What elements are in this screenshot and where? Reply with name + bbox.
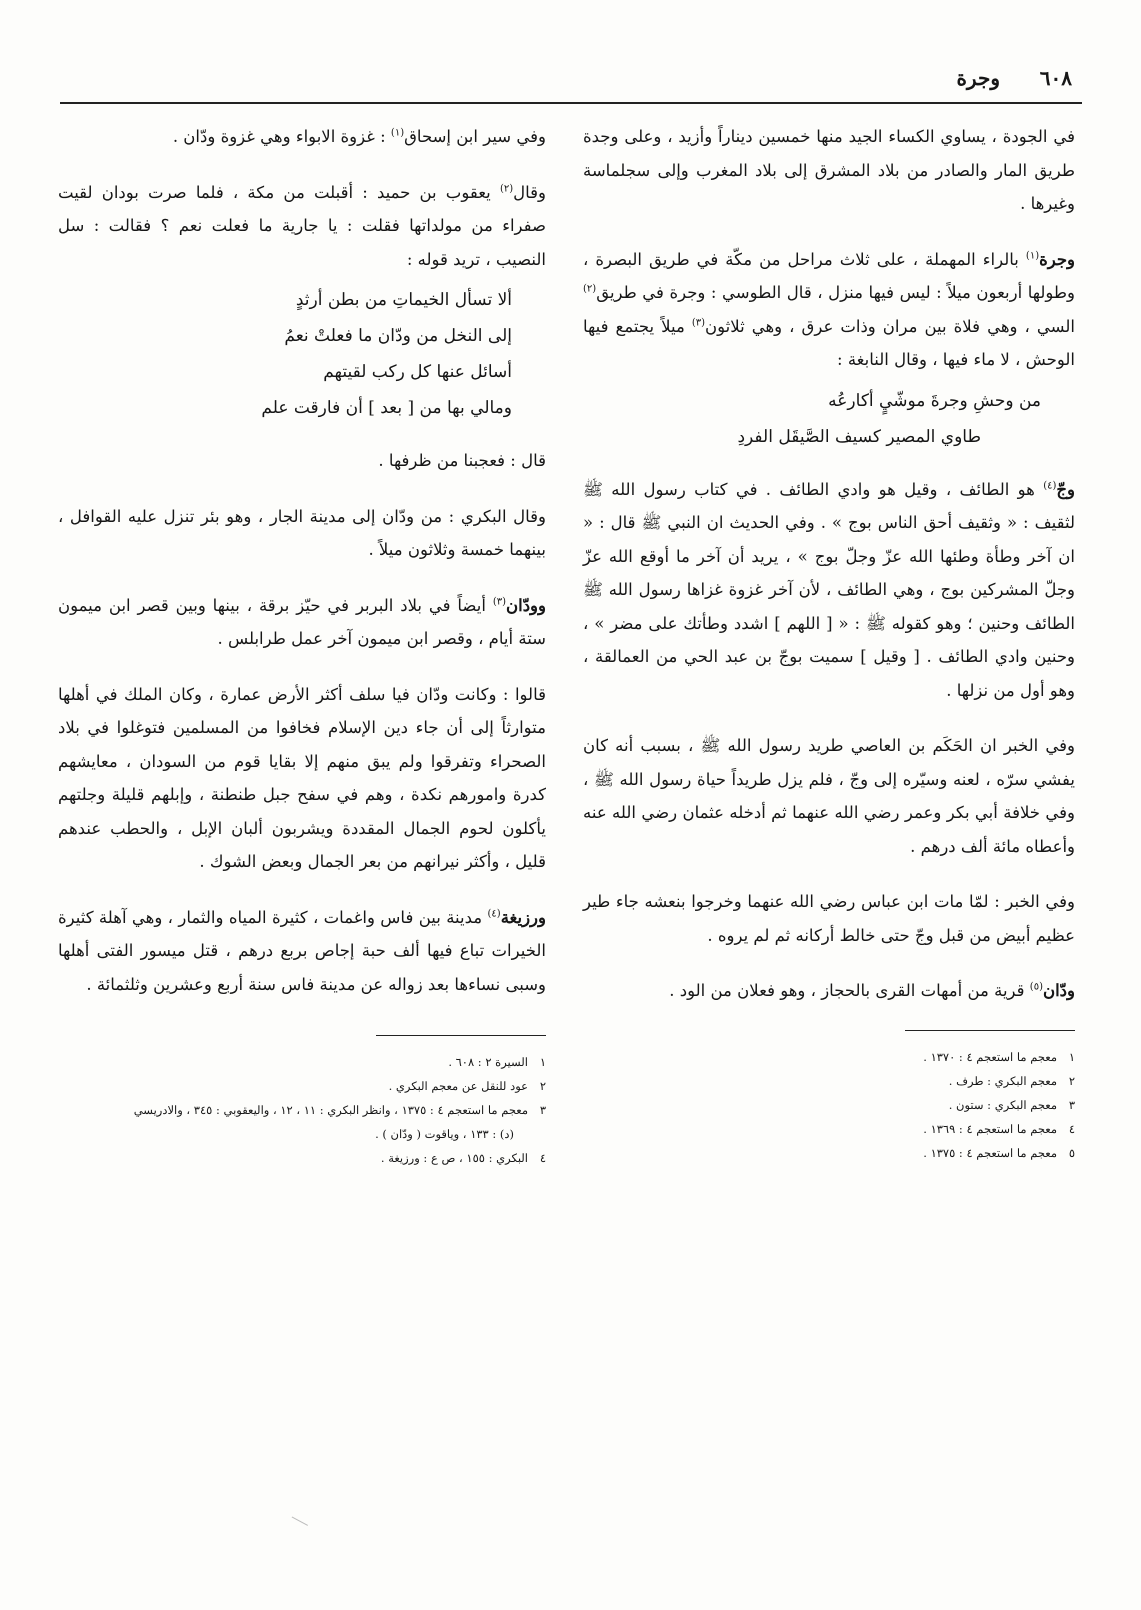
footnote-text: معجم البكري : ستون . [948, 1097, 1057, 1112]
entry-text: السي ، وهي فلاة بين مران وذات عرق ، وهي ثلاثون [705, 316, 1075, 336]
entry-term: ورزيغة [500, 907, 546, 927]
footnote [58, 1050, 546, 1074]
footnote-text: معجم ما استعجم ٤ : ١٣٧٥ ، وانظر البكري : ١١ ، ١٢ ، واليعقوبي : ٣٤٥ ، والادريسي [133, 1103, 528, 1117]
footnote [58, 1122, 546, 1146]
page-number: ٦٠٨ [1039, 66, 1072, 90]
footnote-number: ٢ [1068, 1073, 1075, 1088]
footnote-text: معجم ما استعجم ٤ : ١٣٧٥ . [923, 1145, 1057, 1160]
footnote [58, 1098, 546, 1122]
paragraph-sira [58, 120, 546, 154]
page-header [60, 66, 1082, 104]
footnote-text: السيرة ٢ : ٦٠٨ . [448, 1055, 528, 1069]
footnote-text: معجم ما استعجم ٤ : ١٣٦٩ . [923, 1121, 1057, 1136]
text-run: يعقوب بن حميد : أقبلت من مكة ، فلما صرت بودان لقيت صفراء من مولداتها فقلت : يا جارية ما فعلت نعم ؟ فقالت : سل النصيب ، تريد قوله : [58, 182, 546, 269]
footnote-ref: (٣) [492, 596, 506, 607]
footnote-number: ١ [1068, 1049, 1075, 1064]
footnote [583, 1069, 1075, 1093]
footnote-number: ٥ [1068, 1145, 1075, 1160]
verse-line: أسائل عنها كل ركب لقيتهم [323, 362, 512, 382]
footnote-ref: (٤) [487, 908, 501, 919]
footnote-number: ٤ [539, 1151, 546, 1165]
entry-waddan-berber [58, 589, 546, 656]
entry-term: وجرة [1039, 249, 1076, 269]
footnote [583, 1141, 1075, 1165]
running-title: وجرة [956, 66, 1000, 90]
footnote [583, 1117, 1075, 1141]
footnote-ref: (٣) [691, 317, 706, 328]
footnotes [583, 1045, 1075, 1165]
entry-text: ميلاً يجتمع فيها الوحش ، لا ماء فيها ، وقال النابغة : [583, 316, 1075, 369]
paragraph: قال : فعجبنا من ظرفها . [378, 451, 546, 470]
right-column [583, 120, 1075, 1165]
text-run: : غزوة الابواء وهي غزوة ودّان . [172, 127, 386, 146]
verse-line: طاوي المصير كسيف الصَّيقَل الفردِ [737, 426, 981, 447]
verse-block [86, 282, 512, 426]
footnote-text: (د) : ١٣٣ ، وياقوت ( ودّان ) . [375, 1127, 514, 1141]
footnote [583, 1045, 1075, 1069]
footnote-number: ٤ [1068, 1121, 1075, 1136]
text-run: وقال [513, 182, 546, 202]
verse-line: ومالي بها من [ بعد ] أن فارقت علم [261, 398, 512, 418]
footnote-text: معجم ما استعجم ٤ : ١٣٧٠ . [923, 1049, 1057, 1064]
entry-term: وودّان [506, 595, 546, 615]
entry-waddan [583, 974, 1075, 1008]
footnote-ref: (٥) [1029, 981, 1043, 993]
paragraph: وفي الخبر ان الحَكَم بن العاصي طريد رسول الله ﷺ ، بسبب أنه كان يفشي سرّه ، لعنه وسيّره إلى وجّ ، فلم يزل طريداً حياة رسول الله ﷺ ، وفي خلافة أبي بكر وعمر رضي الله عنهما ثم أدخله عثمان رضي الله عنه وأعطاه مائة ألف درهم . [583, 736, 1075, 856]
entry-text: هو الطائف ، وقيل هو وادي الطائف . في كتاب رسول الله ﷺ لثقيف : « وثقيف أحق الناس بوج » . وفي الحديث ان النبي ﷺ قال : « ان آخر وطأة وطئها الله عزّ وجلّ بوج » ، يريد أن آخر ما أوقع الله عزّ وجلّ المشركين بوج ، وهي الطائف ، لأن آخر غزوة غزاها رسول الله ﷺ الطائف وحنين ؛ وهو كقوله ﷺ : « [ اللهم ] اشدد وطأتك على مضر » ، وحنين وادي الطائف . [ وقيل ] سميت بوجّ بن عبد الحي من العمالقة ، وهو أول من نزلها . [583, 479, 1075, 700]
paragraph-yaqub [58, 176, 546, 277]
verse-line: إلى النخل من ودّان ما فعلتْ نعمُ [284, 326, 512, 346]
footnote [58, 1146, 546, 1170]
paragraph: وفي الخبر : لمّا مات ابن عباس رضي الله عنهما وخرجوا بنعشه جاء طير عظيم أبيض من قبل وجّ حتى خالط أركانه ثم لم يروه . [583, 892, 1075, 945]
footnote-rule [905, 1030, 1075, 1031]
footnote-text: معجم البكري : طرف . [948, 1073, 1057, 1088]
entry-term: وجّ [1056, 479, 1075, 499]
footnote-ref: (١) [390, 127, 405, 139]
paragraph-continuation: في الجودة ، يساوي الكساء الجيد منها خمسين ديناراً وأزيد ، وعلى وجدة طريق المار والصادر من بلاد المشرق إلى بلاد المغرب وإلى سجلماسة وغيرها . [583, 127, 1075, 213]
footnote-ref: (٢) [583, 283, 597, 295]
footnote-number: ٣ [539, 1103, 546, 1117]
footnote-text: عود للنقل عن معجم البكري . [388, 1079, 528, 1093]
entry-text: مدينة بين فاس واغمات ، كثيرة المياه والثمار ، وهي آهلة كثيرة الخيرات تباع فيها ألف حبة إجاص بربع درهم ، قتل ميسور الفتى أهلها وسبى نساءها بعد زواله عن مدينة فاس سنة أربع وعشرين وثلثمائة . [58, 907, 546, 994]
paragraph: قالوا : وكانت ودّان فيا سلف أكثر الأرض عمارة ، وكان الملك في أهلها متوارثاً إلى أن جاء دين الإسلام فخافوا من المسلمين فتوغلوا في بلاد الصحراء وتفرقوا ولم يبق منهم إلا بقايا قوم من السودان ، معايشهم كدرة وامورهم نكدة ، وهم في سفح جبل طنطنة ، وإبلهم قليلة وجلتهم يأكلون لحوم الجمال المقددة ويشربون ألبان الإبل ، والحطب عندهم قليل ، وأكثر نيرانهم من بعر الجمال وبعض الشوك . [58, 684, 546, 871]
entry-term: ودّان [1042, 981, 1075, 1000]
entry-warzigha [58, 901, 546, 1002]
footnote [58, 1074, 546, 1098]
entry-text: أيضاً في بلاد البربر في حيّز برقة ، بينها وبين قصر ابن ميمون ستة أيام ، وقصر ابن ميمون آخر عمل طرابلس . [58, 595, 546, 648]
verse-line: ألا تسأل الخيماتِ من بطن أرثدٍ [295, 290, 512, 310]
verse-line: من وحشِ وجرةَ موشّيٍ أكارعُه [828, 390, 1041, 411]
left-column [58, 120, 546, 1170]
footnote-text: البكري : ١٥٥ ، ص ع : ورزيغة . [380, 1151, 528, 1165]
paragraph: وقال البكري : من ودّان إلى مدينة الجار ، وهو بئر تنزل عليه القوافل ، بينهما خمسة وثلاثون ميلاً . [58, 506, 546, 559]
footnote-number: ٢ [539, 1079, 546, 1093]
entry-text: قرية من أمهات القرى بالحجاز ، وهو فعلان من الود . [669, 981, 1025, 1000]
entry-wajra [583, 243, 1075, 377]
verse-block [611, 383, 1041, 455]
footnote-ref: (٤) [1043, 480, 1057, 491]
footnotes [58, 1050, 546, 1170]
footnote-ref: (٢) [499, 183, 514, 194]
footnote-number: ٣ [1068, 1097, 1075, 1112]
text-run: وفي سير ابن إسحاق [404, 127, 546, 146]
scan-mark [286, 1517, 308, 1537]
footnote-rule [376, 1035, 546, 1036]
entry-wajj [583, 473, 1075, 708]
entry-text: بالراء المهملة ، على ثلاث مراحل من مكّة في طريق البصرة ، وطولها أربعون ميلاً : ليس فيها منزل ، قال الطوسي : وجرة في طريق [583, 249, 1075, 302]
footnote-number: ١ [539, 1055, 546, 1069]
footnote-ref: (١) [1025, 250, 1040, 261]
footnote [583, 1093, 1075, 1117]
